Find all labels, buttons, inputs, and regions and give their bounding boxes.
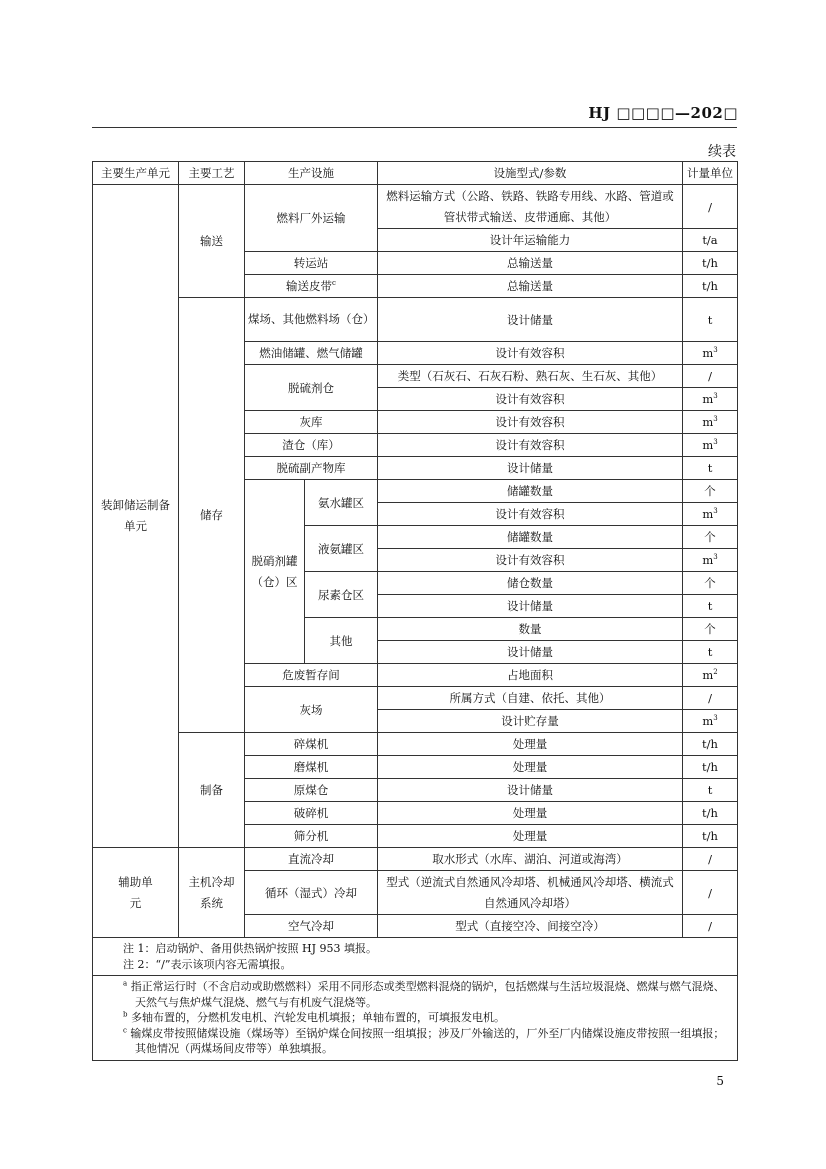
table-row [93, 298, 738, 342]
param-cell: 设计有效容积 [378, 342, 683, 365]
unit-exponent: 3 [713, 553, 718, 562]
unit-value-cell [683, 434, 738, 457]
unit-value-cell: 个 [683, 480, 738, 503]
unit-value-cell: / [683, 871, 738, 915]
unit-value-cell [683, 710, 738, 733]
footnote-mark: a [123, 979, 128, 988]
param-cell: 总输送量 [378, 252, 683, 275]
param-cell: 设计储量 [378, 595, 683, 618]
facility-cell: 脱硫副产物库 [245, 457, 378, 480]
column-header: 主要生产单元 [93, 162, 179, 185]
footnote-a [123, 979, 732, 1010]
unit-value-cell [683, 342, 738, 365]
facility-cell: 渣仓（库） [245, 434, 378, 457]
param-cell: 储仓数量 [378, 572, 683, 595]
param-cell: 处理量 [378, 733, 683, 756]
sub-facility-cell: 尿素仓区 [305, 572, 378, 618]
unit-label: m [702, 668, 714, 682]
unit-value-cell: t [683, 641, 738, 664]
param-cell: 取水形式（水库、湖泊、河道或海湾） [378, 848, 683, 871]
table-row [93, 733, 738, 756]
footnote-text: 输煤皮带按照储煤设施（煤场等）至锅炉煤仓间按照一组填报；涉及厂外输送的，厂外至厂内储煤设施皮带按照一组填报；其他情况（两煤场间皮带等）单独填报。 [130, 1026, 725, 1055]
footnotes-row [93, 976, 738, 1061]
facility-cell: 磨煤机 [245, 756, 378, 779]
unit-exponent: 3 [713, 714, 718, 723]
unit-value-cell: t/h [683, 802, 738, 825]
unit-value-cell [683, 664, 738, 687]
param-cell: 处理量 [378, 802, 683, 825]
process-cell: 输送 [179, 185, 245, 298]
facility-label: 输送皮带 [286, 279, 333, 293]
facility-cell: 燃油储罐、燃气储罐 [245, 342, 378, 365]
facility-cell: 转运站 [245, 252, 378, 275]
facility-cell [245, 275, 378, 298]
unit-label: m [702, 438, 714, 452]
facility-cell: 燃料厂外运输 [245, 185, 378, 252]
note-1: 注 1：启动锅炉、备用供热锅炉按照 HJ 953 填报。 [123, 942, 377, 955]
unit-exponent: 3 [713, 507, 718, 516]
param-cell: 处理量 [378, 756, 683, 779]
facility-cell: 煤场、其他燃料场（仓） [245, 298, 378, 342]
param-cell: 设计贮存量 [378, 710, 683, 733]
unit-value-cell: 个 [683, 572, 738, 595]
unit-value-cell: t/h [683, 756, 738, 779]
param-cell: 燃料运输方式（公路、铁路、铁路专用线、水路、管道或管状带式输送、皮带通廊、其他） [378, 185, 683, 229]
unit-cell: 装卸储运制备单元 [93, 185, 179, 848]
facility-cell: 灰场 [245, 687, 378, 733]
facility-cell: 直流冷却 [245, 848, 378, 871]
unit-value-cell: 个 [683, 618, 738, 641]
unit-label: m [702, 346, 714, 360]
unit-value-cell: / [683, 915, 738, 938]
facility-cell: 原煤仓 [245, 779, 378, 802]
continued-label: 续表 [708, 144, 736, 160]
param-cell: 类型（石灰石、石灰石粉、熟石灰、生石灰、其他） [378, 365, 683, 388]
unit-exponent: 3 [713, 415, 718, 424]
unit-value-cell: t/h [683, 733, 738, 756]
table-row [93, 848, 738, 871]
param-cell: 设计有效容积 [378, 549, 683, 572]
facility-cell: 脱硝剂罐（仓）区 [245, 480, 305, 664]
process-cell: 制备 [179, 733, 245, 848]
notes-row [93, 938, 738, 976]
unit-label: m [702, 714, 714, 728]
facility-cell: 筛分机 [245, 825, 378, 848]
column-header: 设施型式/参数 [378, 162, 683, 185]
unit-value-cell: t/h [683, 252, 738, 275]
param-cell: 总输送量 [378, 275, 683, 298]
unit-value-cell: t/a [683, 229, 738, 252]
facility-cell: 脱硫剂仓 [245, 365, 378, 411]
unit-label: m [702, 392, 714, 406]
footnote-b [123, 1010, 732, 1026]
param-cell: 设计有效容积 [378, 434, 683, 457]
footnote-mark: b [123, 1010, 128, 1019]
notes-cell [93, 938, 738, 976]
unit-value-cell [683, 549, 738, 572]
header-rule [92, 127, 737, 128]
unit-value-cell: t/h [683, 825, 738, 848]
param-cell: 数量 [378, 618, 683, 641]
param-cell: 占地面积 [378, 664, 683, 687]
unit-exponent: 3 [713, 392, 718, 401]
sub-facility-cell: 氨水罐区 [305, 480, 378, 526]
footnote-mark: c [332, 279, 336, 288]
param-cell: 型式（直接空冷、间接空冷） [378, 915, 683, 938]
standard-code: HJ □□□□—202□ [588, 104, 738, 122]
unit-cell: 辅助单元 [93, 848, 179, 938]
facility-cell: 循环（湿式）冷却 [245, 871, 378, 915]
unit-label: m [702, 553, 714, 567]
footnotes-cell [93, 976, 738, 1061]
param-cell: 处理量 [378, 825, 683, 848]
unit-value-cell [683, 388, 738, 411]
unit-exponent: 3 [713, 438, 718, 447]
unit-value-cell: / [683, 848, 738, 871]
param-cell: 设计储量 [378, 457, 683, 480]
unit-value-cell: t [683, 298, 738, 342]
param-cell: 设计储量 [378, 779, 683, 802]
unit-value-cell: / [683, 185, 738, 229]
unit-exponent: 2 [713, 668, 718, 677]
param-cell: 设计有效容积 [378, 411, 683, 434]
facility-cell: 灰库 [245, 411, 378, 434]
param-cell: 设计有效容积 [378, 503, 683, 526]
column-header: 主要工艺 [179, 162, 245, 185]
column-header: 生产设施 [245, 162, 378, 185]
param-cell: 储罐数量 [378, 480, 683, 503]
param-cell: 所属方式（自建、依托、其他） [378, 687, 683, 710]
footnote-c [123, 1026, 732, 1057]
footnote-text: 多轴布置的，分燃机发电机、汽轮发电机填报；单轴布置的，可填报发电机。 [130, 1011, 505, 1024]
facility-cell: 碎煤机 [245, 733, 378, 756]
table-header-row [93, 162, 738, 185]
facility-table [92, 161, 738, 1061]
sub-facility-cell: 其他 [305, 618, 378, 664]
process-cell: 储存 [179, 298, 245, 733]
unit-value-cell: / [683, 365, 738, 388]
unit-value-cell: / [683, 687, 738, 710]
facility-cell: 破碎机 [245, 802, 378, 825]
unit-value-cell [683, 411, 738, 434]
param-cell: 储罐数量 [378, 526, 683, 549]
param-cell: 设计储量 [378, 298, 683, 342]
page-number: 5 [716, 1074, 724, 1088]
unit-value-cell: 个 [683, 526, 738, 549]
footnote-text: 指正常运行时（不含启动或助燃燃料）采用不同形态或类型燃料混烧的锅炉，包括燃煤与生活垃圾混烧、燃煤与燃气混烧、天然气与焦炉煤气混烧、燃气与有机废气混烧等。 [130, 980, 725, 1009]
unit-value-cell: t [683, 457, 738, 480]
param-cell: 型式（逆流式自然通风冷却塔、机械通风冷却塔、横流式自然通风冷却塔） [378, 871, 683, 915]
unit-value-cell: t/h [683, 275, 738, 298]
process-cell: 主机冷却系统 [179, 848, 245, 938]
param-cell: 设计年运输能力 [378, 229, 683, 252]
column-header: 计量单位 [683, 162, 738, 185]
footnote-mark: c [123, 1025, 127, 1034]
unit-label: m [702, 507, 714, 521]
unit-value-cell [683, 503, 738, 526]
facility-cell: 危废暂存间 [245, 664, 378, 687]
unit-value-cell: t [683, 779, 738, 802]
note-2: 注 2：“/”表示该项内容无需填报。 [123, 957, 292, 971]
unit-value-cell: t [683, 595, 738, 618]
param-cell: 设计有效容积 [378, 388, 683, 411]
facility-cell: 空气冷却 [245, 915, 378, 938]
unit-exponent: 3 [713, 346, 718, 355]
table-row [93, 185, 738, 229]
sub-facility-cell: 液氨罐区 [305, 526, 378, 572]
param-cell: 设计储量 [378, 641, 683, 664]
unit-label: m [702, 415, 714, 429]
